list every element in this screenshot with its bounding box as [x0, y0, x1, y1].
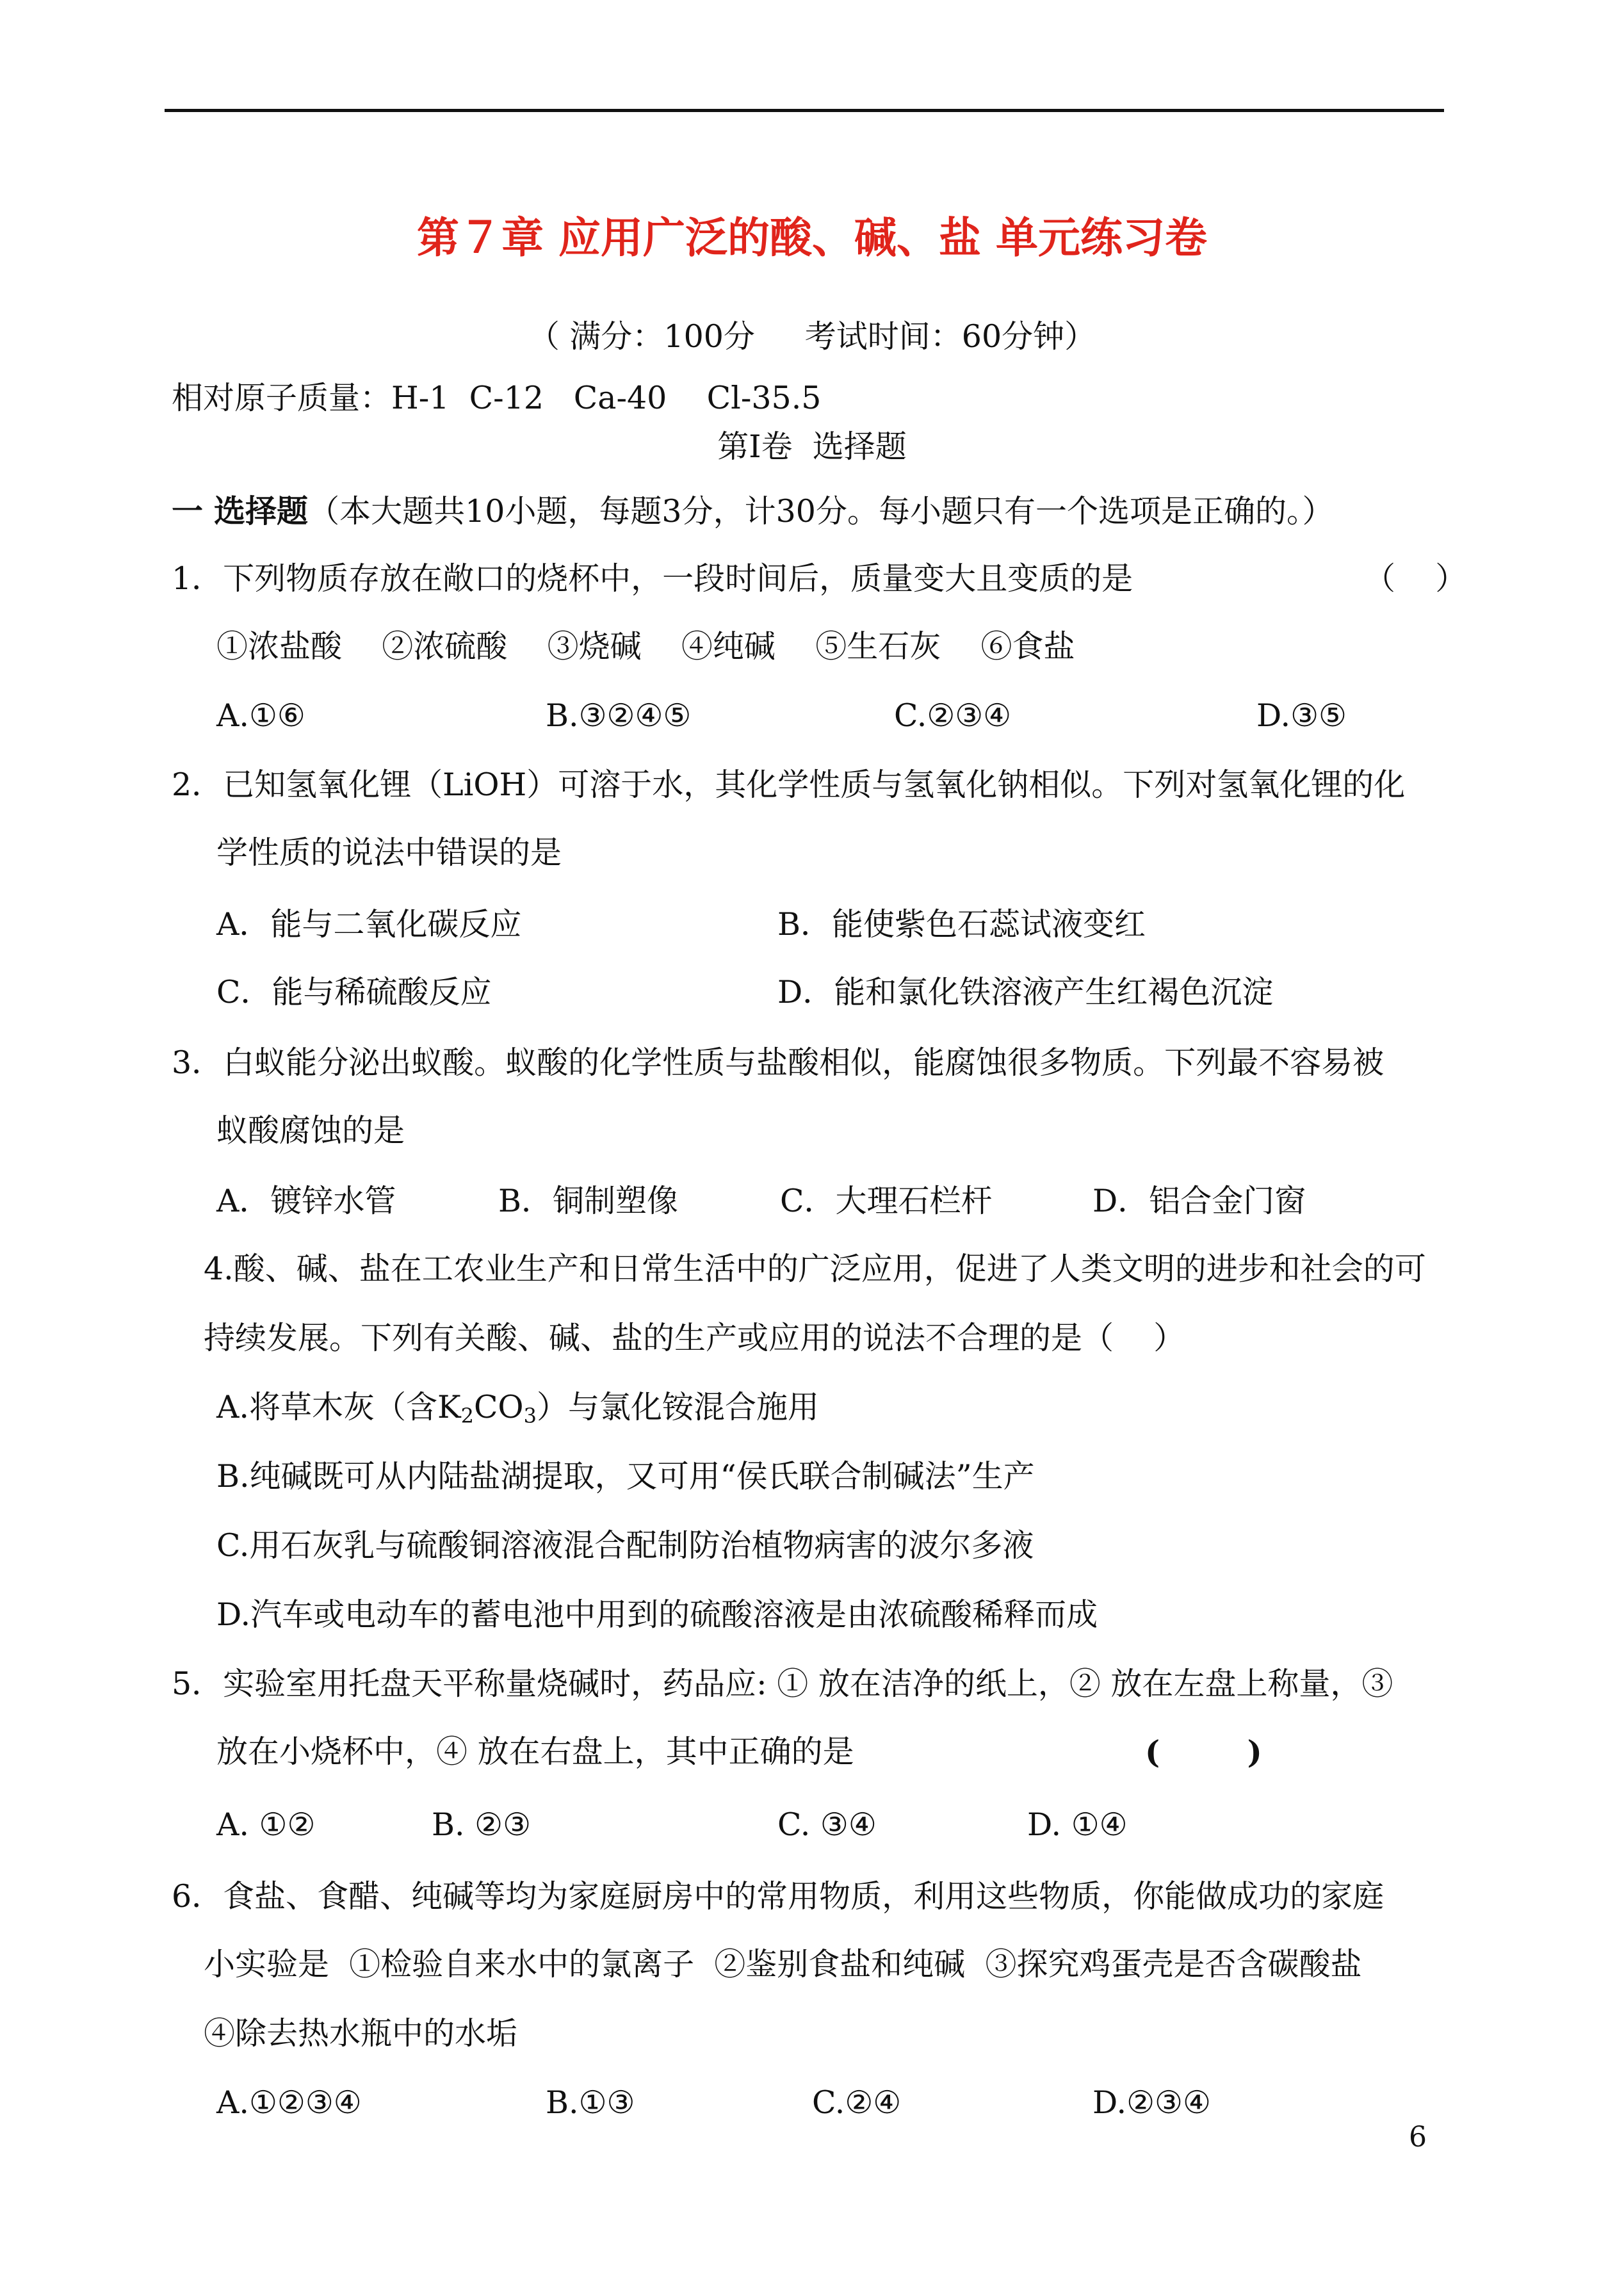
option-5a: A. ①②	[216, 1806, 316, 1843]
answer-paren-1: （ ）	[1364, 560, 1467, 597]
option-4b: B.纯碱既可从内陆盐湖提取，又可用“侯氏联合制碱法”生产	[216, 1458, 1035, 1495]
section-title: 第Ⅰ卷 选择题	[717, 428, 907, 465]
option-1c: C.②③④	[894, 697, 1012, 734]
option-3c: C．大理石栏杆	[780, 1183, 993, 1219]
answer-paren-5: ( )	[1145, 1733, 1262, 1771]
option-6a: A.①②③④	[216, 2084, 362, 2121]
question-3: 3．白蚁能分泌出蚁酸。蚁酸的化学性质与盐酸相似，能腐蚀很多物质。下列最不容易被	[172, 1044, 1384, 1081]
page-title: 第７章 应用广泛的酸、碱、盐 单元练习卷	[417, 213, 1207, 263]
question-4: 4.酸、碱、盐在工农业生产和日常生活中的广泛应用，促进了人类文明的进步和社会的可	[204, 1251, 1426, 1287]
option-3a: A．镀锌水管	[216, 1183, 396, 1219]
question-2-cont: 学性质的说法中错误的是	[216, 834, 562, 871]
option-2d: D．能和氯化铁溶液产生红褐色沉淀	[777, 974, 1274, 1010]
option-1b: B.③②④⑤	[546, 697, 692, 734]
question-1-items: ①浓盐酸 ②浓硫酸 ③烧碱 ④纯碱 ⑤生石灰 ⑥食盐	[216, 628, 1075, 665]
option-4a: A.将草木灰（含$K_2CO_3$）与氯化铵混合施用	[216, 1389, 819, 1428]
section-heading-note: （本大题共10小题，每题3分，计30分。每小题只有一个选项是正确的。）	[308, 493, 1334, 530]
option-2c: C．能与稀硫酸反应	[216, 974, 492, 1010]
option-4d: D.汽车或电动车的蓄电池中用到的硫酸溶液是由浓硫酸稀释而成	[216, 1596, 1098, 1633]
question-1: 1．下列物质存放在敞口的烧杯中，一段时间后，质量变大且变质的是	[172, 560, 1133, 597]
option-5b: B. ②③	[432, 1806, 532, 1843]
option-1d: D.③⑤	[1256, 697, 1347, 734]
question-3-cont: 蚁酸腐蚀的是	[216, 1112, 405, 1149]
question-5: 5．实验室用托盘天平称量烧碱时，药品应: ① 放在洁净的纸上，② 放在左盘上称量，③	[172, 1666, 1393, 1702]
page-number: 6	[1409, 2121, 1427, 2153]
option-2a: A．能与二氧化碳反应	[216, 906, 522, 943]
exam-info: （ 满分：100分 考试时间：60分钟）	[528, 318, 1096, 355]
question-6: 6．食盐、食醋、纯碱等均为家庭厨房中的常用物质，利用这些物质，你能做成功的家庭	[172, 1878, 1384, 1915]
option-4c: C.用石灰乳与硫酸铜溶液混合配制防治植物病害的波尔多液	[216, 1527, 1034, 1564]
option-1a: A.①⑥	[216, 697, 305, 734]
section-heading	[172, 491, 1333, 532]
question-6-cont: 小实验是 ①检验自来水中的氯离子 ②鉴别食盐和纯碱 ③探究鸡蛋壳是否含碳酸盐	[204, 1946, 1362, 1983]
header-rule	[165, 109, 1444, 112]
option-6b: B.①③	[546, 2084, 635, 2121]
section-heading-label: 一 选择题	[172, 492, 309, 530]
question-6-cont2: ④除去热水瓶中的水垢	[204, 2015, 518, 2052]
question-5-cont: 放在小烧杯中，④ 放在右盘上，其中正确的是	[216, 1733, 854, 1770]
option-5c: C. ③④	[777, 1806, 877, 1843]
option-2b: B．能使紫色石蕊试液变红	[777, 906, 1146, 943]
question-4-cont: 持续发展。下列有关酸、碱、盐的生产或应用的说法不合理的是（ ）	[204, 1320, 1185, 1356]
option-6c: C.②④	[812, 2084, 902, 2121]
option-3b: B．铜制塑像	[498, 1183, 679, 1219]
option-6d: D.②③④	[1092, 2084, 1211, 2121]
question-2: 2．已知氢氧化锂（LiOH）可溶于水，其化学性质与氢氧化钠相似。下列对氢氧化锂的化	[172, 766, 1406, 803]
option-5d: D. ①④	[1027, 1806, 1128, 1843]
atomic-masses: 相对原子质量：H-1 C-12 Ca-40 Cl-35.5	[172, 380, 822, 416]
option-3d: D．铝合金门窗	[1092, 1183, 1306, 1219]
